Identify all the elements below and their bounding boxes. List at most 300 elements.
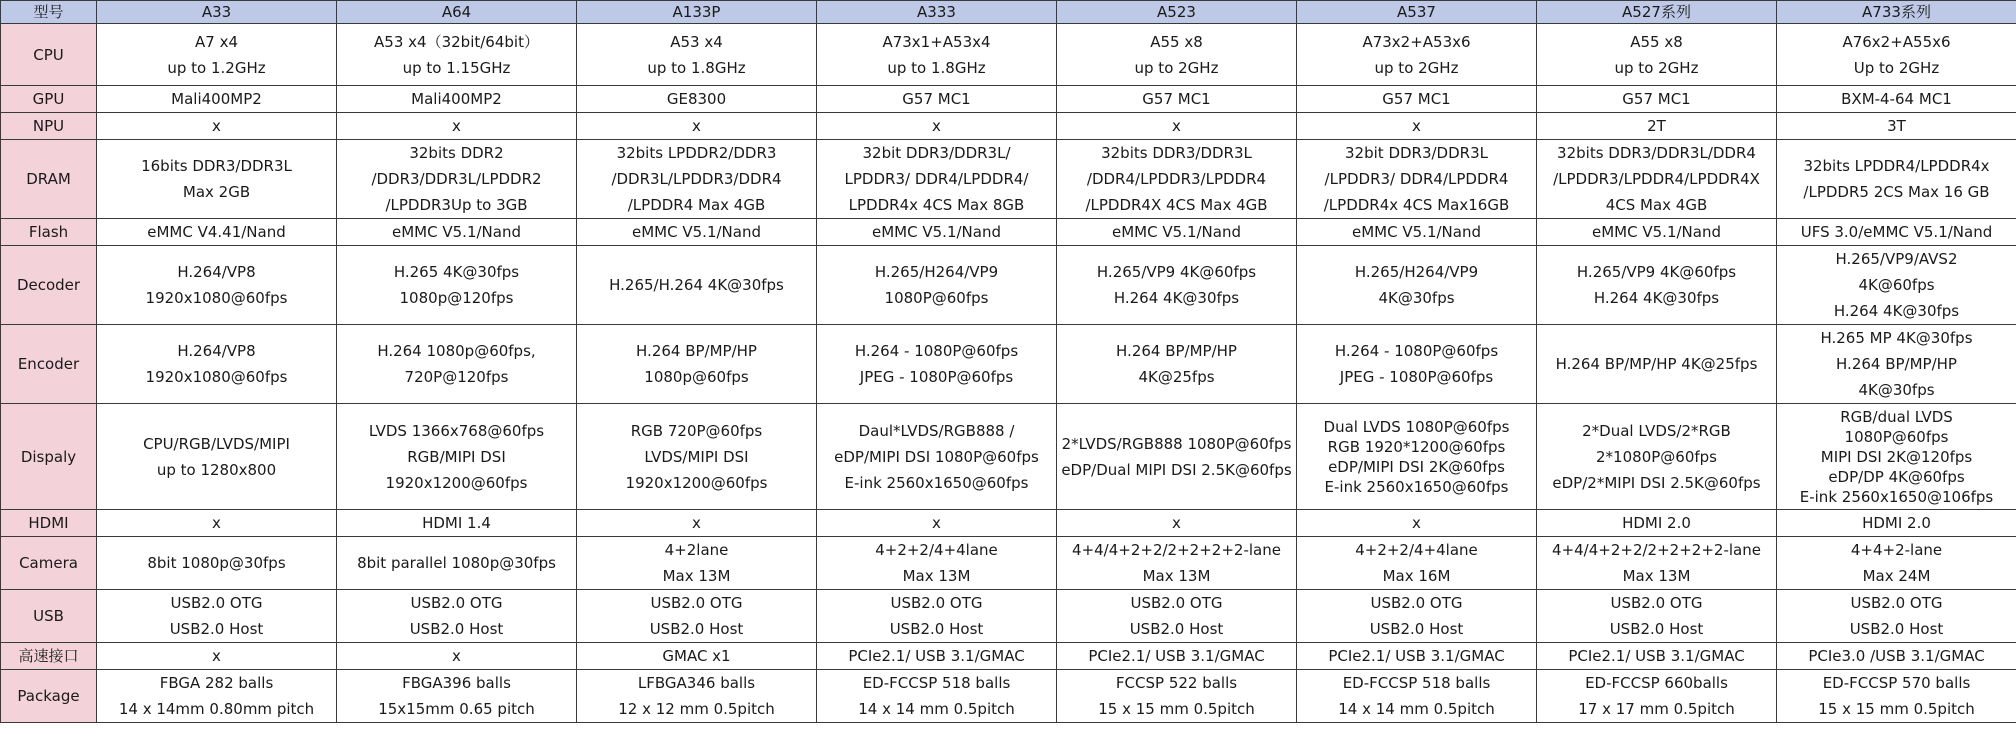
spec-cell-gpu-6 bbox=[1537, 86, 1777, 113]
cell-line: up to 2GHz bbox=[1614, 58, 1699, 77]
cell-line: x bbox=[1412, 514, 1421, 532]
cell-line: H.264 BP/MP/HP bbox=[636, 342, 757, 360]
cell-line: eDP/2*MIPI DSI 2.5K@60fps bbox=[1552, 473, 1761, 492]
cell-line: BXM-4-64 MC1 bbox=[1841, 90, 1952, 108]
cell-line: A7 x4 bbox=[195, 32, 238, 51]
cell-line: UFS 3.0/eMMC V5.1/Nand bbox=[1800, 223, 1993, 241]
cell-line: USB2.0 OTG bbox=[890, 594, 983, 612]
table-body bbox=[1, 24, 2016, 723]
spec-cell-camera-2 bbox=[577, 537, 817, 590]
spec-cell-flash-6 bbox=[1537, 219, 1777, 246]
cell-line: 2T bbox=[1647, 117, 1666, 135]
spec-cell-cpu-6 bbox=[1537, 24, 1777, 86]
spec-cell-package-6 bbox=[1537, 670, 1777, 723]
cell-line: 4K@60fps bbox=[1858, 276, 1935, 294]
cell-line: up to 2GHz bbox=[1134, 58, 1219, 77]
cell-line: PCIe2.1/ USB 3.1/GMAC bbox=[1088, 647, 1265, 665]
cell-line: FBGA396 balls bbox=[402, 674, 511, 692]
cell-line: Max 16M bbox=[1382, 567, 1451, 585]
cell-line: A73x2+A53x6 bbox=[1362, 32, 1471, 51]
cell-line: x bbox=[932, 117, 941, 135]
cell-line: H.265 MP 4K@30fps bbox=[1820, 329, 1973, 347]
cell-line: G57 MC1 bbox=[1382, 90, 1451, 108]
cell-line: ED-FCCSP 518 balls bbox=[1342, 674, 1491, 692]
spec-cell-camera-1 bbox=[337, 537, 577, 590]
cell-line: 16bits DDR3/DDR3L bbox=[141, 157, 292, 175]
cell-line: eMMC V5.1/Nand bbox=[392, 223, 521, 241]
spec-cell-encoder-0 bbox=[97, 325, 337, 404]
cell-line: USB2.0 OTG bbox=[1370, 594, 1463, 612]
cell-line: 3T bbox=[1887, 117, 1906, 135]
cell-line: 2*Dual LVDS/2*RGB bbox=[1582, 421, 1731, 440]
spec-cell-display-7 bbox=[1777, 404, 2016, 510]
spec-cell-gpu-4 bbox=[1057, 86, 1297, 113]
cell-line: 4K@30fps bbox=[1378, 289, 1455, 307]
spec-row-hdmi bbox=[1, 510, 2016, 537]
cell-line: H.264 BP/MP/HP bbox=[1116, 342, 1237, 360]
spec-row-highspeed bbox=[1, 643, 2016, 670]
spec-row-usb bbox=[1, 590, 2016, 643]
spec-cell-highspeed-6 bbox=[1537, 643, 1777, 670]
cell-line: x bbox=[1172, 117, 1181, 135]
spec-cell-encoder-4 bbox=[1057, 325, 1297, 404]
cell-line: eDP/MIPI DSI 2K@60fps bbox=[1328, 457, 1505, 476]
cell-line: H.264 BP/MP/HP 4K@25fps bbox=[1555, 355, 1758, 373]
spec-cell-flash-2 bbox=[577, 219, 817, 246]
cell-line: 4+4+2-lane bbox=[1850, 541, 1943, 559]
cell-line: up to 1.2GHz bbox=[167, 58, 266, 77]
cell-line: PCIe2.1/ USB 3.1/GMAC bbox=[848, 647, 1025, 665]
spec-cell-highspeed-0 bbox=[97, 643, 337, 670]
cell-line: Up to 2GHz bbox=[1853, 58, 1940, 77]
spec-cell-cpu-5 bbox=[1297, 24, 1537, 86]
spec-cell-dram-5 bbox=[1297, 140, 1537, 219]
cell-line: E-ink 2560x1650@60fps bbox=[844, 473, 1029, 492]
cell-line: 14 x 14 mm 0.5pitch bbox=[858, 700, 1015, 718]
cell-line: 1080p@120fps bbox=[399, 289, 514, 307]
spec-cell-display-5 bbox=[1297, 404, 1537, 510]
spec-cell-decoder-3 bbox=[817, 246, 1057, 325]
cell-line: 4+2+2/4+4lane bbox=[875, 541, 998, 559]
spec-cell-gpu-2 bbox=[577, 86, 817, 113]
spec-cell-flash-5 bbox=[1297, 219, 1537, 246]
spec-cell-highspeed-3 bbox=[817, 643, 1057, 670]
spec-cell-usb-5 bbox=[1297, 590, 1537, 643]
cell-line: 15 x 15 mm 0.5pitch bbox=[1098, 700, 1255, 718]
spec-cell-decoder-4 bbox=[1057, 246, 1297, 325]
cell-line: GE8300 bbox=[666, 90, 727, 108]
spec-cell-dram-1 bbox=[337, 140, 577, 219]
cell-line: USB2.0 OTG bbox=[650, 594, 743, 612]
cell-line: RGB 1920*1200@60fps bbox=[1327, 437, 1506, 456]
spec-cell-decoder-7 bbox=[1777, 246, 2016, 325]
spec-cell-hdmi-3 bbox=[817, 510, 1057, 537]
cell-line: up to 1.8GHz bbox=[887, 58, 986, 77]
spec-cell-package-5 bbox=[1297, 670, 1537, 723]
spec-cell-usb-7 bbox=[1777, 590, 2016, 643]
spec-cell-package-1 bbox=[337, 670, 577, 723]
cell-line: Mali400MP2 bbox=[411, 90, 502, 108]
cell-line: /LPDDR4x 4CS Max16GB bbox=[1323, 196, 1510, 214]
cell-line: 4K@25fps bbox=[1138, 368, 1215, 386]
cell-line: eMMC V5.1/Nand bbox=[1352, 223, 1481, 241]
spec-cell-hdmi-2 bbox=[577, 510, 817, 537]
cell-line: 720P@120fps bbox=[404, 368, 509, 386]
spec-cell-decoder-1 bbox=[337, 246, 577, 325]
cell-line: 1920x1080@60fps bbox=[145, 368, 288, 386]
spec-cell-usb-1 bbox=[337, 590, 577, 643]
spec-cell-dram-7 bbox=[1777, 140, 2016, 219]
cell-line: H.264 4K@30fps bbox=[1833, 302, 1960, 320]
spec-cell-npu-4 bbox=[1057, 113, 1297, 140]
model-header-a527: A527系列 bbox=[1537, 1, 1777, 24]
cell-line: E-ink 2560x1650@106fps bbox=[1799, 487, 1994, 506]
cell-line: RGB 720P@60fps bbox=[630, 421, 763, 440]
cell-line: G57 MC1 bbox=[902, 90, 971, 108]
spec-cell-hdmi-6 bbox=[1537, 510, 1777, 537]
spec-cell-usb-3 bbox=[817, 590, 1057, 643]
cell-line: A76x2+A55x6 bbox=[1842, 32, 1951, 51]
spec-cell-usb-6 bbox=[1537, 590, 1777, 643]
cell-line: x bbox=[212, 117, 221, 135]
spec-cell-cpu-7 bbox=[1777, 24, 2016, 86]
cell-line: H.264 BP/MP/HP bbox=[1836, 355, 1957, 373]
cell-line: G57 MC1 bbox=[1142, 90, 1211, 108]
cell-line: 32bits LPDDR2/DDR3 bbox=[616, 144, 777, 162]
cell-line: USB2.0 OTG bbox=[410, 594, 503, 612]
cell-line: 2*LVDS/RGB888 1080P@60fps bbox=[1061, 434, 1292, 453]
spec-label-camera: Camera bbox=[1, 537, 97, 590]
spec-cell-usb-4 bbox=[1057, 590, 1297, 643]
cell-line: A73x1+A53x4 bbox=[882, 32, 991, 51]
spec-cell-highspeed-7 bbox=[1777, 643, 2016, 670]
cell-line: H.264 - 1080P@60fps bbox=[854, 342, 1019, 360]
spec-cell-display-3 bbox=[817, 404, 1057, 510]
spec-cell-cpu-3 bbox=[817, 24, 1057, 86]
spec-label-flash: Flash bbox=[1, 219, 97, 246]
cell-line: Max 13M bbox=[1142, 567, 1211, 585]
cell-line: eDP/DP 4K@60fps bbox=[1828, 467, 1965, 486]
cell-line: 8bit 1080p@30fps bbox=[147, 554, 286, 572]
cell-line: 1920x1200@60fps bbox=[385, 473, 528, 492]
spec-cell-display-6 bbox=[1537, 404, 1777, 510]
spec-label-cpu: CPU bbox=[1, 24, 97, 86]
spec-row-flash bbox=[1, 219, 2016, 246]
cell-line: ED-FCCSP 660balls bbox=[1585, 674, 1728, 692]
cell-line: H.265/VP9 4K@60fps bbox=[1576, 263, 1737, 281]
cell-line: /LPDDR3/ DDR4/LPDDR4 bbox=[1324, 170, 1509, 188]
spec-cell-gpu-3 bbox=[817, 86, 1057, 113]
cell-line: Max 24M bbox=[1862, 567, 1931, 585]
cell-line: E-ink 2560x1650@60fps bbox=[1324, 477, 1509, 496]
spec-label-dram: DRAM bbox=[1, 140, 97, 219]
cell-line: CPU/RGB/LVDS/MIPI bbox=[143, 434, 290, 453]
cell-line: H.265 4K@30fps bbox=[393, 263, 520, 281]
cell-line: GMAC x1 bbox=[662, 647, 731, 665]
cell-line: H.264 1080p@60fps, bbox=[377, 342, 536, 360]
spec-cell-camera-6 bbox=[1537, 537, 1777, 590]
cell-line: LVDS/MIPI DSI bbox=[644, 447, 749, 466]
cell-line: /LPDDR3/LPDDR4/LPDDR4X bbox=[1553, 170, 1760, 188]
spec-cell-dram-4 bbox=[1057, 140, 1297, 219]
spec-cell-npu-7 bbox=[1777, 113, 2016, 140]
spec-cell-display-4 bbox=[1057, 404, 1297, 510]
spec-cell-dram-6 bbox=[1537, 140, 1777, 219]
cell-line: HDMI 1.4 bbox=[422, 514, 491, 532]
cell-line: JPEG - 1080P@60fps bbox=[859, 368, 1014, 386]
cell-line: HDMI 2.0 bbox=[1862, 514, 1931, 532]
spec-cell-highspeed-2 bbox=[577, 643, 817, 670]
cell-line: up to 1280x800 bbox=[156, 460, 277, 479]
spec-cell-cpu-2 bbox=[577, 24, 817, 86]
cell-line: Max 13M bbox=[662, 567, 731, 585]
cell-line: USB2.0 OTG bbox=[1130, 594, 1223, 612]
header-row bbox=[1, 1, 2016, 24]
spec-cell-hdmi-4 bbox=[1057, 510, 1297, 537]
cell-line: /LPDDR5 2CS Max 16 GB bbox=[1803, 183, 1990, 201]
cell-line: H.264/VP8 bbox=[177, 263, 256, 281]
cell-line: Daul*LVDS/RGB888 / bbox=[858, 421, 1015, 440]
spec-cell-decoder-2 bbox=[577, 246, 817, 325]
cell-line: H.265/H264/VP9 bbox=[1354, 263, 1479, 281]
spec-row-gpu bbox=[1, 86, 2016, 113]
spec-cell-hdmi-0 bbox=[97, 510, 337, 537]
cell-line: 1920x1080@60fps bbox=[145, 289, 288, 307]
spec-label-usb: USB bbox=[1, 590, 97, 643]
spec-cell-gpu-1 bbox=[337, 86, 577, 113]
spec-cell-gpu-0 bbox=[97, 86, 337, 113]
cell-line: 15x15mm 0.65 pitch bbox=[378, 700, 535, 718]
spec-cell-cpu-1 bbox=[337, 24, 577, 86]
cell-line: HDMI 2.0 bbox=[1622, 514, 1691, 532]
cell-line: 4+2+2/4+4lane bbox=[1355, 541, 1478, 559]
cell-line: Max 13M bbox=[902, 567, 971, 585]
cell-line: USB2.0 Host bbox=[1369, 620, 1464, 638]
cell-line: RGB/dual LVDS bbox=[1840, 407, 1953, 426]
spec-cell-package-3 bbox=[817, 670, 1057, 723]
cell-line: H.264 4K@30fps bbox=[1113, 289, 1240, 307]
cell-line: FBGA 282 balls bbox=[159, 674, 274, 692]
cell-line: USB2.0 OTG bbox=[170, 594, 263, 612]
cell-line: eMMC V5.1/Nand bbox=[1112, 223, 1241, 241]
spec-cell-npu-1 bbox=[337, 113, 577, 140]
cell-line: 4+2lane bbox=[664, 541, 729, 559]
cell-line: RGB/MIPI DSI bbox=[407, 447, 506, 466]
cell-line: 4+4/4+2+2/2+2+2+2-lane bbox=[1552, 541, 1761, 559]
cell-line: x bbox=[1172, 514, 1181, 532]
cell-line: Max 2GB bbox=[182, 183, 251, 201]
spec-cell-camera-7 bbox=[1777, 537, 2016, 590]
cell-line: 17 x 17 mm 0.5pitch bbox=[1578, 700, 1735, 718]
spec-row-npu bbox=[1, 113, 2016, 140]
spec-label-decoder: Decoder bbox=[1, 246, 97, 325]
spec-label-hdmi: HDMI bbox=[1, 510, 97, 537]
spec-cell-flash-0 bbox=[97, 219, 337, 246]
spec-cell-npu-5 bbox=[1297, 113, 1537, 140]
cell-line: 1080P@60fps bbox=[1844, 427, 1949, 446]
cell-line: x bbox=[452, 117, 461, 135]
spec-cell-usb-0 bbox=[97, 590, 337, 643]
cell-line: H.264 - 1080P@60fps bbox=[1334, 342, 1499, 360]
cell-line: 12 x 12 mm 0.5pitch bbox=[618, 700, 775, 718]
cell-line: up to 1.15GHz bbox=[402, 58, 511, 77]
spec-cell-encoder-3 bbox=[817, 325, 1057, 404]
model-header-a33: A33 bbox=[97, 1, 337, 24]
cell-line: eDP/Dual MIPI DSI 2.5K@60fps bbox=[1061, 460, 1292, 479]
cell-line: G57 MC1 bbox=[1622, 90, 1691, 108]
spec-cell-gpu-5 bbox=[1297, 86, 1537, 113]
cell-line: USB2.0 Host bbox=[1849, 620, 1944, 638]
cell-line: USB2.0 OTG bbox=[1850, 594, 1943, 612]
spec-cell-decoder-0 bbox=[97, 246, 337, 325]
model-header-a537: A537 bbox=[1297, 1, 1537, 24]
cell-line: LPDDR3/ DDR4/LPDDR4/ bbox=[844, 170, 1029, 188]
cell-line: LPDDR4x 4CS Max 8GB bbox=[848, 196, 1025, 214]
spec-cell-display-1 bbox=[337, 404, 577, 510]
cell-line: USB2.0 Host bbox=[169, 620, 264, 638]
spec-label-npu: NPU bbox=[1, 113, 97, 140]
cell-line: x bbox=[1412, 117, 1421, 135]
cell-line: x bbox=[212, 514, 221, 532]
cell-line: ED-FCCSP 518 balls bbox=[862, 674, 1011, 692]
model-header-a64: A64 bbox=[337, 1, 577, 24]
cell-line: A53 x4 bbox=[670, 32, 723, 51]
cell-line: x bbox=[452, 647, 461, 665]
spec-label-package: Package bbox=[1, 670, 97, 723]
spec-cell-flash-7 bbox=[1777, 219, 2016, 246]
cell-line: USB2.0 OTG bbox=[1610, 594, 1703, 612]
cell-line: 32bits DDR2 bbox=[409, 144, 504, 162]
spec-cell-camera-0 bbox=[97, 537, 337, 590]
cell-line: x bbox=[212, 647, 221, 665]
cell-line: USB2.0 Host bbox=[1609, 620, 1704, 638]
spec-label-encoder: Encoder bbox=[1, 325, 97, 404]
cell-line: JPEG - 1080P@60fps bbox=[1339, 368, 1494, 386]
cell-line: A55 x8 bbox=[1630, 32, 1683, 51]
spec-row-cpu bbox=[1, 24, 2016, 86]
model-header-a333: A333 bbox=[817, 1, 1057, 24]
cell-line: H.264/VP8 bbox=[177, 342, 256, 360]
cell-line: eMMC V5.1/Nand bbox=[1592, 223, 1721, 241]
cell-line: 32bits DDR3/DDR3L/DDR4 bbox=[1557, 144, 1756, 162]
spec-row-dram bbox=[1, 140, 2016, 219]
spec-row-encoder bbox=[1, 325, 2016, 404]
cell-line: 32bits DDR3/DDR3L bbox=[1101, 144, 1252, 162]
cell-line: up to 2GHz bbox=[1374, 58, 1459, 77]
spec-cell-npu-0 bbox=[97, 113, 337, 140]
spec-cell-npu-3 bbox=[817, 113, 1057, 140]
cell-line: USB2.0 Host bbox=[409, 620, 504, 638]
spec-cell-hdmi-1 bbox=[337, 510, 577, 537]
cell-line: Dual LVDS 1080P@60fps bbox=[1323, 417, 1510, 436]
spec-cell-package-7 bbox=[1777, 670, 2016, 723]
cell-line: 4+4/4+2+2/2+2+2+2-lane bbox=[1072, 541, 1281, 559]
spec-cell-encoder-6 bbox=[1537, 325, 1777, 404]
cell-line: 14 x 14mm 0.80mm pitch bbox=[118, 700, 315, 718]
spec-cell-flash-4 bbox=[1057, 219, 1297, 246]
cell-line: Mali400MP2 bbox=[171, 90, 262, 108]
cell-line: FCCSP 522 balls bbox=[1115, 674, 1238, 692]
cell-line: 2*1080P@60fps bbox=[1596, 447, 1717, 466]
spec-cell-dram-3 bbox=[817, 140, 1057, 219]
cell-line: eMMC V5.1/Nand bbox=[872, 223, 1001, 241]
spec-row-camera bbox=[1, 537, 2016, 590]
spec-label-display: Dispaly bbox=[1, 404, 97, 510]
cell-line: MIPI DSI 2K@120fps bbox=[1820, 447, 1973, 466]
cell-line: 32bit DDR3/DDR3L/ bbox=[862, 144, 1011, 162]
spec-cell-gpu-7 bbox=[1777, 86, 2016, 113]
cell-line: H.264 4K@30fps bbox=[1593, 289, 1720, 307]
spec-cell-highspeed-5 bbox=[1297, 643, 1537, 670]
cell-line: 1080P@60fps bbox=[884, 289, 989, 307]
cell-line: USB2.0 Host bbox=[1129, 620, 1224, 638]
cell-line: PCIe2.1/ USB 3.1/GMAC bbox=[1328, 647, 1505, 665]
cell-line: /DDR3/DDR3L/LPDDR2 bbox=[371, 170, 542, 188]
spec-cell-package-4 bbox=[1057, 670, 1297, 723]
spec-cell-flash-1 bbox=[337, 219, 577, 246]
spec-cell-dram-2 bbox=[577, 140, 817, 219]
model-header-a133p: A133P bbox=[577, 1, 817, 24]
cell-line: A53 x4（32bit/64bit） bbox=[374, 32, 539, 51]
cell-line: /DDR4/LPDDR3/LPDDR4 bbox=[1086, 170, 1267, 188]
spec-cell-npu-6 bbox=[1537, 113, 1777, 140]
spec-label-highspeed: 高速接口 bbox=[1, 643, 97, 670]
cell-line: 8bit parallel 1080p@30fps bbox=[357, 554, 556, 572]
cell-line: LFBGA346 balls bbox=[637, 674, 756, 692]
cell-line: 32bit DDR3/DDR3L bbox=[1345, 144, 1488, 162]
spec-cell-camera-5 bbox=[1297, 537, 1537, 590]
spec-cell-highspeed-1 bbox=[337, 643, 577, 670]
model-header-a523: A523 bbox=[1057, 1, 1297, 24]
spec-cell-usb-2 bbox=[577, 590, 817, 643]
spec-label-gpu: GPU bbox=[1, 86, 97, 113]
spec-row-display bbox=[1, 404, 2016, 510]
cell-line: x bbox=[932, 514, 941, 532]
cell-line: LVDS 1366x768@60fps bbox=[368, 421, 545, 440]
cell-line: Max 13M bbox=[1622, 567, 1691, 585]
spec-cell-cpu-4 bbox=[1057, 24, 1297, 86]
cell-line: 15 x 15 mm 0.5pitch bbox=[1818, 700, 1975, 718]
model-header-a733: A733系列 bbox=[1777, 1, 2016, 24]
cell-line: /LPDDR4X 4CS Max 4GB bbox=[1085, 196, 1268, 214]
cell-line: eMMC V5.1/Nand bbox=[632, 223, 761, 241]
cell-line: up to 1.8GHz bbox=[647, 58, 746, 77]
cell-line: PCIe2.1/ USB 3.1/GMAC bbox=[1568, 647, 1745, 665]
cell-line: x bbox=[692, 514, 701, 532]
cell-line: H.265/H264/VP9 bbox=[874, 263, 999, 281]
spec-cell-flash-3 bbox=[817, 219, 1057, 246]
cell-line: x bbox=[692, 117, 701, 135]
cell-line: 4CS Max 4GB bbox=[1605, 196, 1708, 214]
spec-cell-highspeed-4 bbox=[1057, 643, 1297, 670]
spec-cell-package-0 bbox=[97, 670, 337, 723]
cell-line: /DDR3L/LPDDR3/DDR4 bbox=[611, 170, 782, 188]
spec-cell-encoder-5 bbox=[1297, 325, 1537, 404]
cell-line: A55 x8 bbox=[1150, 32, 1203, 51]
spec-cell-decoder-6 bbox=[1537, 246, 1777, 325]
spec-cell-npu-2 bbox=[577, 113, 817, 140]
cell-line: USB2.0 Host bbox=[889, 620, 984, 638]
cell-line: eDP/MIPI DSI 1080P@60fps bbox=[834, 447, 1039, 466]
cell-line: USB2.0 Host bbox=[649, 620, 744, 638]
spec-cell-camera-3 bbox=[817, 537, 1057, 590]
cell-line: 14 x 14 mm 0.5pitch bbox=[1338, 700, 1495, 718]
cell-line: H.265/VP9/AVS2 bbox=[1835, 250, 1958, 268]
spec-row-decoder bbox=[1, 246, 2016, 325]
spec-cell-encoder-1 bbox=[337, 325, 577, 404]
cell-line: /LPDDR4 Max 4GB bbox=[627, 196, 766, 214]
cell-line: H.265/VP9 4K@60fps bbox=[1096, 263, 1257, 281]
